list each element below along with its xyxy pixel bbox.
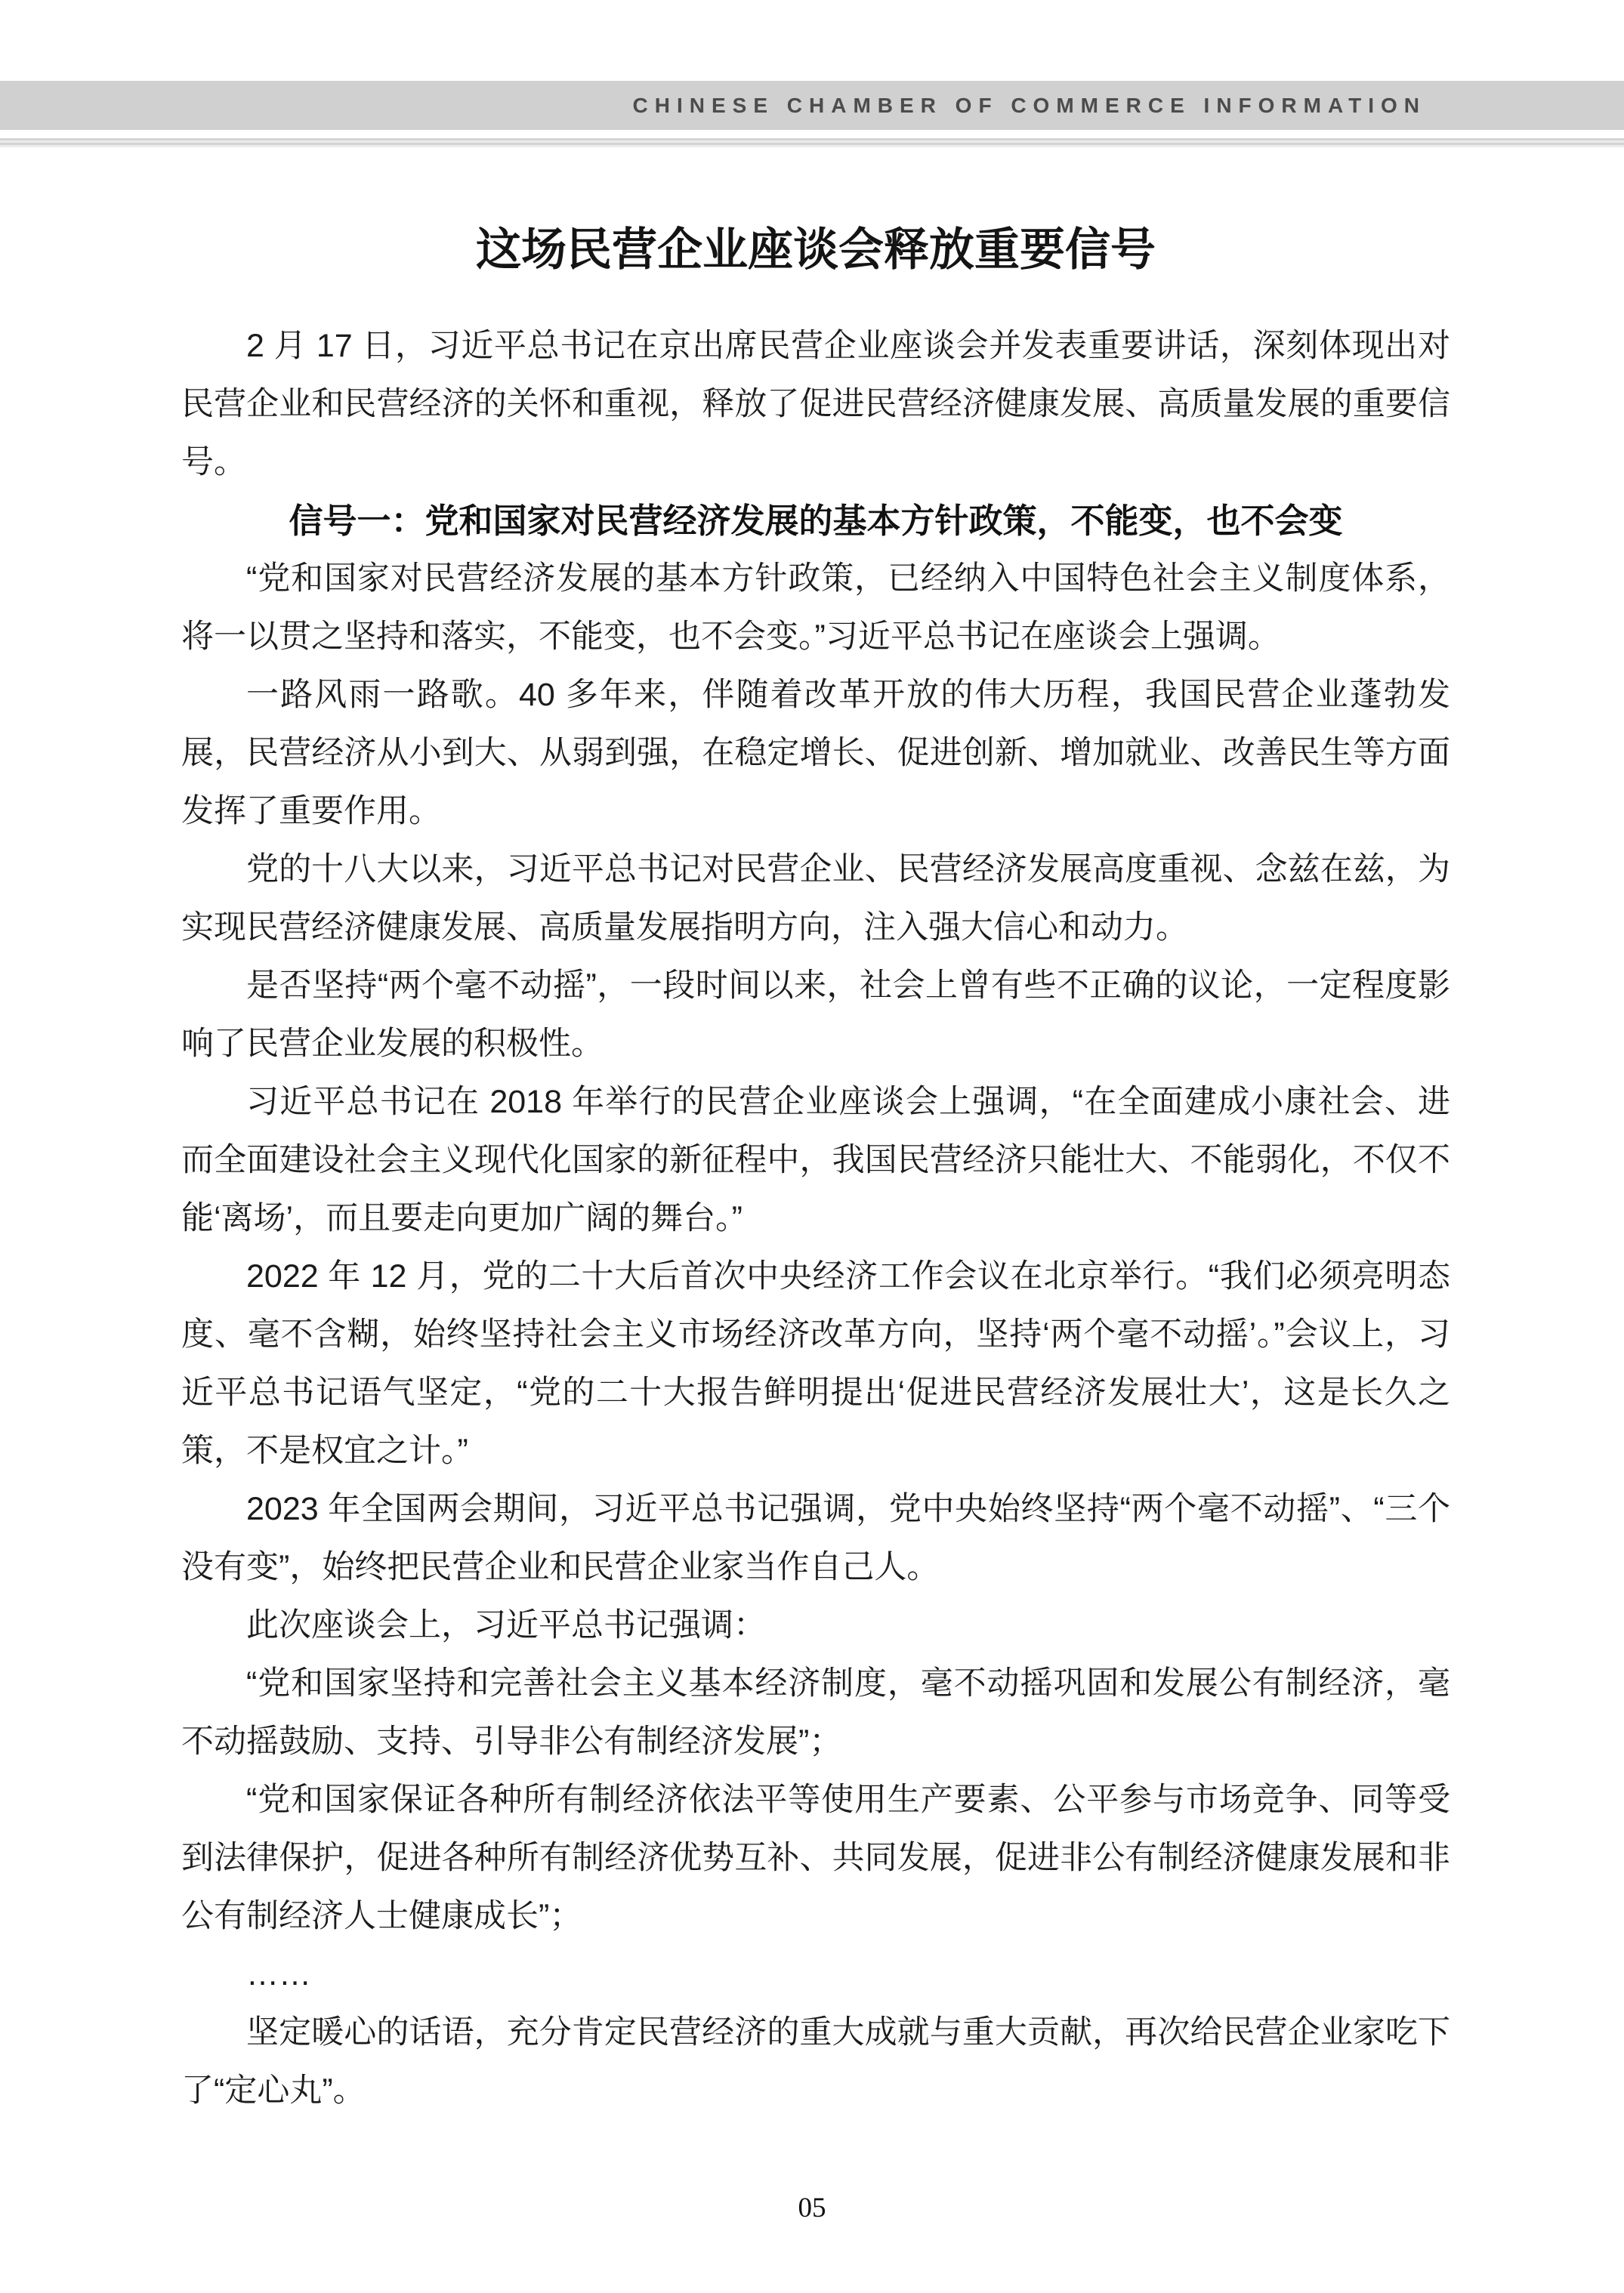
paragraph-ellipsis: …… xyxy=(246,1956,311,1992)
paragraph: “党和国家坚持和完善社会主义基本经济制度，毫不动摇巩固和发展公有制经济，毫不动摇鼓励、支持、引导非公有制经济发展”； xyxy=(181,1665,1450,1760)
paragraph: 坚定暖心的话语，充分肯定民营经济的重大成就与重大贡献，再次给民营企业家吃下了“定心丸”。 xyxy=(181,2014,1450,2109)
paragraph: “党和国家保证各种所有制经济依法平等使用生产要素、公平参与市场竞争、同等受到法律保护，促进各种所有制经济优势互补、共同发展，促进非公有制经济健康发展和非公有制经济人士健康成长”； xyxy=(181,1782,1450,1934)
paragraph: 是否坚持“两个毫不动摇”，一段时间以来，社会上曾有些不正确的议论，一定程度影响了民营企业发展的积极性。 xyxy=(181,968,1450,1062)
paragraph: 一路风雨一路歌。40 多年来，伴随着改革开放的伟大历程，我国民营企业蓬勃发展，民营经济从小到大、从弱到强，在稳定增长、促进创新、增加就业、改善民生等方面发挥了重要作用。 xyxy=(181,677,1450,829)
paragraph: 2023 年全国两会期间，习近平总书记强调，党中央始终坚持“两个毫不动摇”、“三个没有变”，始终把民营企业和民营企业家当作自己人。 xyxy=(181,1491,1450,1585)
header-stripe-divider xyxy=(0,138,1624,147)
paragraph: 2022 年 12 月，党的二十大后首次中央经济工作会议在北京举行。“我们必须亮明态度、毫不含糊，始终坚持社会主义市场经济改革方向，坚持‘两个毫不动摇’。”会议上，习近平总书记语气坚定，“党的二十大报告鲜明提出‘促进民营经济发展壮大’，这是长久之策，不是权宜之计。” xyxy=(181,1258,1450,1469)
paragraph: 2 月 17 日，习近平总书记在京出席民营企业座谈会并发表重要讲话，深刻体现出对民营企业和民营经济的关怀和重视，释放了促进民营经济健康发展、高质量发展的重要信号。 xyxy=(181,328,1450,480)
header-banner-text: CHINESE CHAMBER OF COMMERCE INFORMATION xyxy=(632,93,1426,117)
article-title: 这场民营企业座谈会释放重要信号 xyxy=(476,224,1156,275)
paragraph: “党和国家对民营经济发展的基本方针政策，已经纳入中国特色社会主义制度体系，将一以贯之坚持和落实，不能变，也不会变。”习近平总书记在座谈会上强调。 xyxy=(181,560,1450,655)
page-number: 05 xyxy=(798,2193,826,2224)
article xyxy=(181,224,1450,2120)
header-banner xyxy=(0,81,1624,130)
paragraph: 党的十八大以来，习近平总书记对民营企业、民营经济发展高度重视、念兹在兹，为实现民营经济健康发展、高质量发展指明方向，注入强大信心和动力。 xyxy=(181,851,1450,946)
section-heading-signal-one: 信号一：党和国家对民营经济发展的基本方针政策，不能变，也不会变 xyxy=(289,501,1343,540)
paragraph: 习近平总书记在 2018 年举行的民营企业座谈会上强调，“在全面建成小康社会、进而全面建设社会主义现代化国家的新征程中，我国民营经济只能壮大、不能弱化，不仅不能‘离场’，而且要走向更加广阔的舞台。” xyxy=(181,1084,1450,1236)
paragraph: 此次座谈会上，习近平总书记强调： xyxy=(246,1607,766,1643)
